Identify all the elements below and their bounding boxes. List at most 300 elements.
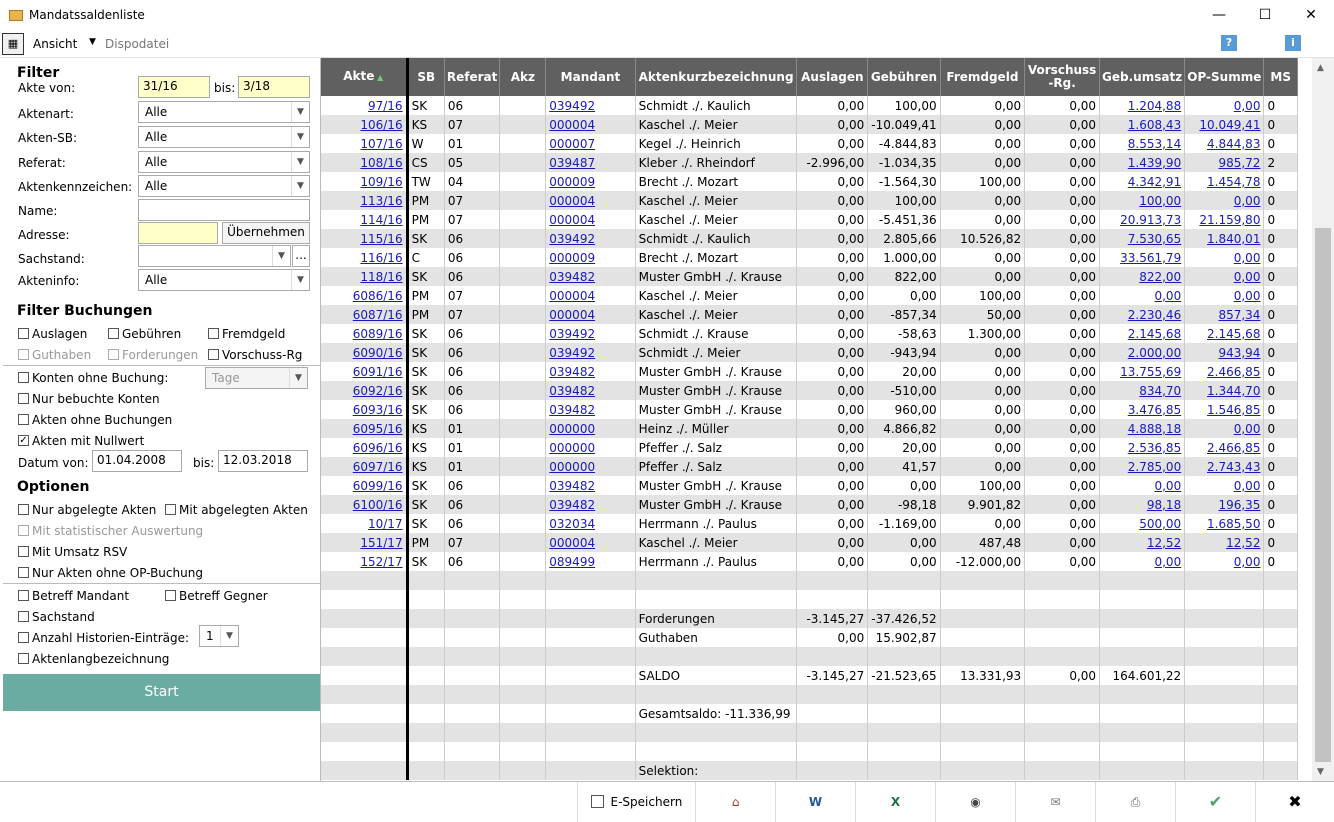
aktenkennzeichen-select[interactable] (138, 175, 310, 197)
table-row[interactable] (321, 476, 1298, 495)
cell-gebumsatz[interactable]: 3.476,85 (1100, 400, 1185, 419)
cell-opsumme[interactable]: 2.743,43 (1185, 457, 1264, 476)
table-row[interactable] (321, 514, 1298, 533)
cell-mandant[interactable]: 039482 (546, 476, 635, 495)
cell-gebumsatz[interactable]: 2.536,85 (1100, 438, 1185, 457)
cell-opsumme[interactable]: 0,00 (1185, 419, 1264, 438)
cell-gebumsatz[interactable]: 0,00 (1100, 552, 1185, 571)
cell-opsumme[interactable]: 196,35 (1185, 495, 1264, 514)
cell-opsumme[interactable]: 1.840,01 (1185, 229, 1264, 248)
mit-abgelegten-checkbox[interactable] (165, 503, 308, 517)
checkbox-icon[interactable] (18, 525, 29, 536)
konten-ohne-checkbox[interactable] (18, 371, 168, 385)
table-row[interactable] (321, 761, 1298, 780)
auslagen-checkbox[interactable] (18, 327, 87, 341)
cell-akte[interactable]: 6086/16 (321, 286, 407, 305)
chevron-down-icon[interactable]: ▼ (291, 270, 309, 290)
akten-null-checkbox[interactable] (18, 434, 144, 448)
cell-akte[interactable]: 115/16 (321, 229, 407, 248)
results-table (321, 58, 1298, 780)
cell-gebumsatz[interactable]: 4.888,18 (1100, 419, 1185, 438)
gebuehren-checkbox[interactable] (108, 327, 181, 341)
cell-vorschuss: 0,00 (1025, 248, 1100, 267)
cell-opsumme[interactable]: 0,00 (1185, 286, 1264, 305)
col-header-gebumsatz[interactable]: Geb.umsatz (1100, 58, 1185, 96)
cell-akte[interactable]: 6090/16 (321, 343, 407, 362)
table-row[interactable] (321, 267, 1298, 286)
cell-mandant[interactable]: 000007 (546, 134, 635, 153)
checkbox-icon[interactable] (591, 795, 604, 808)
cell-gebumsatz[interactable]: 2.000,00 (1100, 343, 1185, 362)
cell-vorschuss (1025, 761, 1100, 780)
cell-mandant[interactable]: 000009 (546, 172, 635, 191)
cell-gebumsatz[interactable]: 8.553,14 (1100, 134, 1185, 153)
cell-opsumme[interactable]: 0,00 (1185, 267, 1264, 286)
nur-bebuchte-checkbox[interactable] (18, 392, 160, 406)
chevron-down-icon[interactable]: ▼ (272, 246, 290, 266)
checkbox-icon[interactable] (108, 349, 119, 360)
chevron-down-icon[interactable]: ▼ (291, 102, 309, 122)
anzahl-checkbox[interactable] (18, 631, 189, 645)
betreff-gegner-checkbox[interactable] (165, 589, 268, 603)
konten-ohne-label: Konten ohne Buchung: (32, 371, 169, 385)
cell-gebuehren: 100,00 (868, 96, 940, 115)
col-header-opsumme[interactable]: OP-Summe (1185, 58, 1264, 96)
sachstand-checkbox[interactable] (18, 610, 95, 624)
datum-bis-label: bis: (193, 456, 215, 470)
guthaben-checkbox[interactable] (18, 348, 91, 362)
info-icon[interactable]: i (1285, 35, 1301, 51)
chevron-down-icon[interactable]: ▼ (291, 127, 309, 147)
cell-mandant[interactable]: 000004 (546, 305, 635, 324)
table-row[interactable] (321, 552, 1298, 571)
cell-referat: 06 (444, 552, 500, 571)
cell-akte[interactable]: 116/16 (321, 248, 407, 267)
cell-gebumsatz (1100, 647, 1185, 666)
cell-referat: 06 (444, 400, 500, 419)
e-speichern-button[interactable] (577, 782, 695, 822)
col-header-aktenkurz[interactable]: Aktenkurzbezeichnung (635, 58, 797, 96)
cell-mandant (546, 704, 635, 723)
col-header-gebuehren[interactable]: Gebühren (868, 58, 940, 96)
cell-akte[interactable]: 6096/16 (321, 438, 407, 457)
table-row[interactable] (321, 571, 1298, 590)
excel-export-icon[interactable]: X (855, 782, 935, 822)
nur-abgelegte-checkbox[interactable] (18, 503, 156, 517)
cell-mandant[interactable]: 039482 (546, 495, 635, 514)
cell-gebumsatz[interactable]: 4.342,91 (1100, 172, 1185, 191)
checkbox-icon[interactable] (18, 328, 29, 339)
ohne-op-checkbox[interactable] (18, 566, 203, 580)
cell-vorschuss: 0,00 (1025, 191, 1100, 210)
cell-vorschuss: 0,00 (1025, 172, 1100, 191)
cell-gebumsatz[interactable]: 13.755,69 (1100, 362, 1185, 381)
referat-select[interactable] (138, 151, 310, 173)
cell-akte[interactable]: 10/17 (321, 514, 407, 533)
menu-dispodatei[interactable]: Dispodatei (105, 37, 170, 51)
col-header-sb[interactable]: SB (407, 58, 444, 96)
akten-sb-select[interactable] (138, 126, 310, 148)
cell-akte[interactable]: 151/17 (321, 533, 407, 552)
table-row[interactable] (321, 647, 1298, 666)
cell-akte[interactable]: 109/16 (321, 172, 407, 191)
anzahl-select[interactable] (199, 625, 239, 647)
cell-mandant[interactable]: 000000 (546, 438, 635, 457)
cell-opsumme[interactable]: 10.049,41 (1185, 115, 1264, 134)
cell-akte[interactable]: 6092/16 (321, 381, 407, 400)
cell-gebumsatz[interactable]: 33.561,79 (1100, 248, 1185, 267)
cell-akte[interactable]: 118/16 (321, 267, 407, 286)
statistisch-checkbox[interactable] (18, 524, 203, 538)
cell-akz (500, 704, 546, 723)
sachstand-select[interactable] (138, 245, 291, 267)
home-icon[interactable]: ⌂ (695, 782, 775, 822)
table-row[interactable] (321, 723, 1298, 742)
cell-mandant[interactable]: 039487 (546, 153, 635, 172)
cell-referat: 07 (444, 286, 500, 305)
betreff-mandant-checkbox[interactable] (18, 589, 129, 603)
langbez-checkbox[interactable] (18, 652, 169, 666)
cell-opsumme[interactable]: 985,72 (1185, 153, 1264, 172)
checkbox-icon[interactable] (208, 349, 219, 360)
cell-gebumsatz[interactable]: 1.439,90 (1100, 153, 1185, 172)
scroll-up-icon[interactable]: ▲ (1317, 63, 1324, 73)
forderungen-label: Forderungen (122, 348, 199, 362)
cell-referat (444, 590, 500, 609)
col-header-auslagen[interactable]: Auslagen (797, 58, 868, 96)
col-header-akte[interactable]: Akte ▲ (321, 58, 407, 96)
chevron-down-icon[interactable]: ▼ (289, 368, 307, 388)
cell-auslagen: 0,00 (797, 381, 868, 400)
cell-sb: KS (407, 457, 444, 476)
cell-referat: 06 (444, 267, 500, 286)
cell-auslagen: 0,00 (797, 457, 868, 476)
datum-bis-input[interactable]: 12.03.2018 (218, 450, 308, 472)
checkbox-icon[interactable] (18, 653, 29, 664)
cell-aktenkurz: Kaschel ./. Meier (635, 286, 797, 305)
cell-mandant[interactable]: 000004 (546, 533, 635, 552)
table-row[interactable] (321, 343, 1298, 362)
cell-gebumsatz[interactable]: 0,00 (1100, 286, 1185, 305)
cell-mandant[interactable]: 089499 (546, 552, 635, 571)
cell-aktenkurz: Forderungen (635, 609, 797, 628)
checkbox-icon[interactable] (18, 372, 29, 383)
cell-mandant[interactable]: 039492 (546, 343, 635, 362)
cell-akte[interactable]: 113/16 (321, 191, 407, 210)
word-export-icon[interactable]: W (775, 782, 855, 822)
cell-gebuehren: -1.564,30 (868, 172, 940, 191)
table-row[interactable] (321, 191, 1298, 210)
cell-mandant[interactable]: 000000 (546, 457, 635, 476)
table-row[interactable] (321, 704, 1298, 723)
checkbox-icon[interactable] (165, 590, 176, 601)
cancel-close-icon[interactable]: ✖ (1255, 782, 1334, 822)
cell-referat: 04 (444, 172, 500, 191)
sort-asc-icon[interactable]: ▲ (374, 73, 384, 82)
datum-von-input[interactable]: 01.04.2008 (92, 450, 182, 472)
cell-opsumme[interactable]: 0,00 (1185, 476, 1264, 495)
cell-akte[interactable]: 97/16 (321, 96, 407, 115)
cell-ms: 0 (1264, 343, 1298, 362)
adresse-input[interactable] (138, 222, 218, 244)
cell-gebumsatz[interactable]: 98,18 (1100, 495, 1185, 514)
cell-mandant[interactable]: 039492 (546, 96, 635, 115)
cell-opsumme[interactable]: 2.466,85 (1185, 438, 1264, 457)
cell-gebuehren: 4.866,82 (868, 419, 940, 438)
checkbox-checked-icon[interactable]: ✓ (19, 435, 28, 446)
cell-opsumme[interactable]: 2.466,85 (1185, 362, 1264, 381)
close-button[interactable]: ✕ (1305, 7, 1317, 23)
cell-akz (500, 400, 546, 419)
cell-gebumsatz[interactable]: 0,00 (1100, 476, 1185, 495)
col-header-vorschuss[interactable]: Vorschuss -Rg. (1025, 58, 1100, 96)
cell-gebumsatz[interactable]: 2.230,46 (1100, 305, 1185, 324)
minimize-button[interactable]: — (1212, 7, 1226, 23)
cell-opsumme[interactable]: 0,00 (1185, 552, 1264, 571)
sachstand-more-button[interactable]: ... (292, 245, 310, 267)
chevron-down-icon[interactable]: ▼ (220, 626, 238, 646)
cell-opsumme[interactable]: 1.546,85 (1185, 400, 1264, 419)
cell-akz (500, 324, 546, 343)
table-row[interactable] (321, 362, 1298, 381)
table-row[interactable] (321, 533, 1298, 552)
cell-fremdgeld (940, 609, 1025, 628)
cell-mandant[interactable]: 039482 (546, 267, 635, 286)
checkbox-icon[interactable] (18, 393, 29, 404)
table-row[interactable] (321, 286, 1298, 305)
table-row[interactable] (321, 742, 1298, 761)
cell-akte[interactable]: 106/16 (321, 115, 407, 134)
col-header-akz[interactable]: Akz (500, 58, 546, 96)
cell-opsumme[interactable]: 0,00 (1185, 248, 1264, 267)
cell-fremdgeld (940, 761, 1025, 780)
cell-fremdgeld: 0,00 (940, 362, 1025, 381)
checkbox-icon[interactable] (165, 504, 176, 515)
cell-referat: 06 (444, 476, 500, 495)
cell-mandant[interactable]: 000004 (546, 115, 635, 134)
menu-ansicht[interactable]: Ansicht (33, 37, 78, 51)
cell-akte[interactable]: 114/16 (321, 210, 407, 229)
cell-referat: 01 (444, 419, 500, 438)
cell-akz (500, 381, 546, 400)
cell-opsumme[interactable]: 943,94 (1185, 343, 1264, 362)
cell-opsumme[interactable]: 2.145,68 (1185, 324, 1264, 343)
cell-akte[interactable]: 6097/16 (321, 457, 407, 476)
confirm-check-icon[interactable]: ✔ (1175, 782, 1255, 822)
forderungen-checkbox[interactable] (108, 348, 198, 362)
cell-akte[interactable]: 6100/16 (321, 495, 407, 514)
cell-fremdgeld: 0,00 (940, 210, 1025, 229)
cell-mandant[interactable]: 039492 (546, 229, 635, 248)
cell-mandant[interactable]: 000009 (546, 248, 635, 267)
cell-sb (407, 742, 444, 761)
cell-referat (444, 761, 500, 780)
aktenart-select[interactable] (138, 101, 310, 123)
cell-gebuehren: 41,57 (868, 457, 940, 476)
cell-akte[interactable]: 6087/16 (321, 305, 407, 324)
cell-opsumme[interactable]: 1.344,70 (1185, 381, 1264, 400)
cell-gebuehren: 0,00 (868, 476, 940, 495)
cell-opsumme[interactable]: 12,52 (1185, 533, 1264, 552)
cell-mandant (546, 647, 635, 666)
cell-mandant[interactable]: 000004 (546, 191, 635, 210)
cell-akz (500, 438, 546, 457)
cell-gebumsatz[interactable]: 2.145,68 (1100, 324, 1185, 343)
cell-mandant[interactable]: 000004 (546, 210, 635, 229)
cell-vorschuss: 0,00 (1025, 495, 1100, 514)
cell-opsumme[interactable]: 21.159,80 (1185, 210, 1264, 229)
cell-mandant[interactable]: 039482 (546, 381, 635, 400)
cell-gebumsatz[interactable]: 834,70 (1100, 381, 1185, 400)
chevron-down-icon[interactable]: ▼ (291, 152, 309, 172)
dropdown-arrow-icon[interactable]: ▼ (89, 37, 96, 47)
cell-referat: 01 (444, 134, 500, 153)
col-header-fremdgeld[interactable]: Fremdgeld (940, 58, 1025, 96)
cell-sb: SK (407, 514, 444, 533)
checkbox-icon[interactable] (108, 328, 119, 339)
scroll-down-icon[interactable]: ▼ (1317, 767, 1324, 777)
checkbox-icon[interactable] (18, 567, 29, 578)
cell-akte[interactable]: 6099/16 (321, 476, 407, 495)
cell-auslagen: 0,00 (797, 305, 868, 324)
cell-mandant[interactable]: 039482 (546, 400, 635, 419)
cell-opsumme (1185, 685, 1264, 704)
umsatz-rsv-checkbox[interactable] (18, 545, 127, 559)
start-button[interactable]: Start (3, 674, 320, 711)
checkbox-icon[interactable] (18, 504, 29, 515)
table-row[interactable] (321, 438, 1298, 457)
table-row[interactable] (321, 96, 1298, 115)
cell-gebumsatz[interactable]: 1.608,43 (1100, 115, 1185, 134)
cell-akte[interactable]: 6091/16 (321, 362, 407, 381)
cell-akte[interactable]: 6095/16 (321, 419, 407, 438)
table-row[interactable] (321, 115, 1298, 134)
maximize-button[interactable]: ☐ (1258, 7, 1272, 23)
cell-gebumsatz[interactable]: 7.530,65 (1100, 229, 1185, 248)
table-row[interactable] (321, 229, 1298, 248)
checkbox-icon[interactable] (18, 414, 29, 425)
camera-icon[interactable]: ◉ (935, 782, 1015, 822)
cell-sb: SK (407, 381, 444, 400)
cell-gebumsatz[interactable]: 500,00 (1100, 514, 1185, 533)
scroll-thumb[interactable] (1315, 228, 1331, 762)
cell-mandant[interactable]: 032034 (546, 514, 635, 533)
col-header-referat[interactable]: Referat (444, 58, 500, 96)
akte-von-input[interactable]: 31/16 (138, 76, 210, 98)
table-row[interactable] (321, 609, 1298, 628)
vertical-scrollbar[interactable] (1312, 58, 1334, 781)
cell-opsumme[interactable]: 0,00 (1185, 191, 1264, 210)
akteninfo-select[interactable] (138, 269, 310, 291)
cell-akz (500, 514, 546, 533)
cell-gebumsatz[interactable]: 100,00 (1100, 191, 1185, 210)
akte-bis-input[interactable]: 3/18 (238, 76, 310, 98)
help-icon[interactable]: ? (1221, 35, 1237, 51)
cell-akte[interactable]: 6089/16 (321, 324, 407, 343)
name-input[interactable] (138, 199, 310, 221)
checkbox-icon[interactable] (18, 349, 29, 360)
table-row[interactable] (321, 134, 1298, 153)
table-row[interactable] (321, 457, 1298, 476)
cell-vorschuss: 0,00 (1025, 381, 1100, 400)
checkbox-icon[interactable] (18, 611, 29, 622)
app-menu-icon[interactable]: ▦ (2, 33, 24, 55)
table-row[interactable] (321, 495, 1298, 514)
checkbox-icon[interactable] (18, 590, 29, 601)
table-row[interactable] (321, 685, 1298, 704)
akten-ohne-checkbox[interactable] (18, 413, 172, 427)
cell-sb (407, 666, 444, 685)
cell-akte[interactable]: 6093/16 (321, 400, 407, 419)
table-row[interactable] (321, 628, 1298, 647)
cell-akte[interactable]: 107/16 (321, 134, 407, 153)
cell-opsumme (1185, 609, 1264, 628)
table-row[interactable] (321, 400, 1298, 419)
cell-akte[interactable]: 152/17 (321, 552, 407, 571)
cell-ms: 0 (1264, 267, 1298, 286)
cell-akte[interactable]: 108/16 (321, 153, 407, 172)
col-header-ms[interactable]: MS (1264, 58, 1298, 96)
cell-mandant[interactable]: 039482 (546, 362, 635, 381)
cell-opsumme[interactable]: 4.844,83 (1185, 134, 1264, 153)
mail-icon[interactable]: ✉ (1015, 782, 1095, 822)
fremdgeld-checkbox[interactable] (208, 327, 285, 341)
table-row[interactable] (321, 210, 1298, 229)
checkbox-icon[interactable] (18, 632, 29, 643)
cell-mandant[interactable]: 000000 (546, 419, 635, 438)
cell-gebumsatz[interactable]: 822,00 (1100, 267, 1185, 286)
cell-opsumme[interactable]: 857,34 (1185, 305, 1264, 324)
cell-auslagen: 0,00 (797, 438, 868, 457)
chevron-down-icon[interactable]: ▼ (291, 176, 309, 196)
cell-gebumsatz[interactable]: 1.204,88 (1100, 96, 1185, 115)
table-row[interactable] (321, 305, 1298, 324)
cell-aktenkurz: Kegel ./. Heinrich (635, 134, 797, 153)
cell-gebumsatz[interactable]: 2.785,00 (1100, 457, 1185, 476)
vorschuss-checkbox[interactable] (208, 348, 302, 362)
cell-opsumme[interactable]: 0,00 (1185, 96, 1264, 115)
table-row[interactable] (321, 172, 1298, 191)
cell-opsumme[interactable]: 1.454,78 (1185, 172, 1264, 191)
checkbox-icon[interactable] (18, 546, 29, 557)
table-row[interactable] (321, 153, 1298, 172)
cell-gebuehren: -98,18 (868, 495, 940, 514)
table-row[interactable] (321, 324, 1298, 343)
cell-mandant[interactable]: 000004 (546, 286, 635, 305)
table-row[interactable] (321, 666, 1298, 685)
table-row[interactable] (321, 590, 1298, 609)
cell-aktenkurz: Schmidt ./. Meier (635, 343, 797, 362)
title-bar (0, 0, 1334, 31)
table-row[interactable] (321, 248, 1298, 267)
cell-aktenkurz (635, 647, 797, 666)
cell-akz (500, 305, 546, 324)
betreff-gegner-label: Betreff Gegner (179, 589, 268, 603)
checkbox-icon[interactable] (208, 328, 219, 339)
print-icon[interactable]: ⎙ (1095, 782, 1175, 822)
table-row[interactable] (321, 419, 1298, 438)
table-row[interactable] (321, 381, 1298, 400)
tage-select[interactable] (205, 367, 308, 389)
cell-gebumsatz[interactable]: 12,52 (1100, 533, 1185, 552)
uebernehmen-button[interactable]: Übernehmen (222, 222, 310, 244)
col-header-mandant[interactable]: Mandant (546, 58, 635, 96)
cell-opsumme[interactable]: 1.685,50 (1185, 514, 1264, 533)
cell-fremdgeld: 50,00 (940, 305, 1025, 324)
cell-akte (321, 723, 407, 742)
cell-gebumsatz[interactable]: 20.913,73 (1100, 210, 1185, 229)
cell-mandant[interactable]: 039492 (546, 324, 635, 343)
